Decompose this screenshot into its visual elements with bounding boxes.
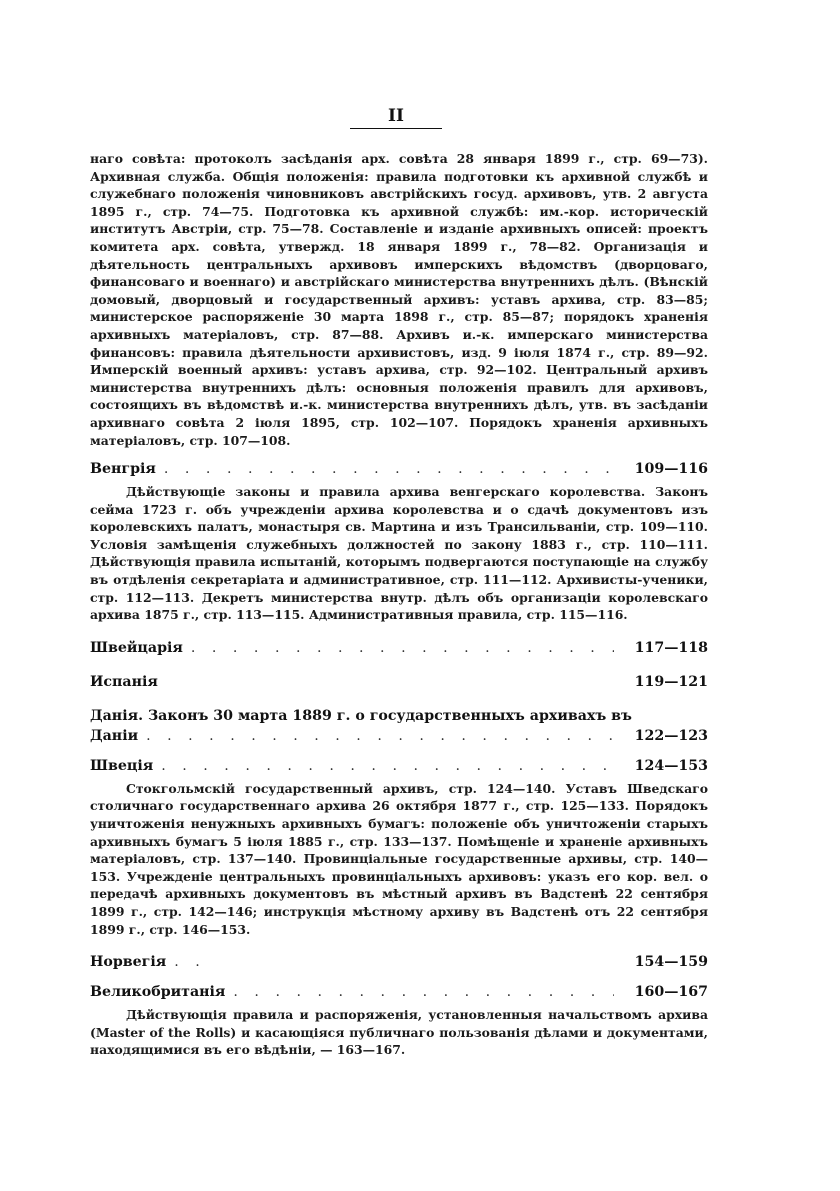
toc-entry-norway [90, 952, 708, 972]
toc-entry-denmark [90, 706, 708, 746]
toc-entry-switzerland [90, 638, 708, 658]
entry-title: Испанія [90, 673, 158, 690]
entry-pages: 119—121 [634, 673, 708, 690]
dot-leader [233, 982, 614, 1002]
entry-pages: 124—153 [634, 757, 708, 774]
dot-leader [164, 459, 614, 479]
entry-description-sweden: Стокгольмскій государственный архивъ, стр. 124—140. Уставъ Шведскаго столичнаго государственнаго архива 26 октября 1877 г., стр. 125—133. Порядокъ уничтоженія ненужныхъ архивныхъ бумагъ: положеніе объ уничтоженіи старыхъ архивныхъ бумагъ 5 іюля 1885 г., стр. 133—137. Помѣщеніе и храненіе архивныхъ матеріаловъ, стр. 137—140. Провинціальные государственные архивы, стр. 140—153. Учрежденіе центральныхъ провинціальныхъ архивовъ: указъ его кор. вел. о передачѣ архивныхъ документовъ въ мѣстный архивъ въ Вадстенѣ 22 сентября 1899 г., стр. 142—146; инструкція мѣстному архиву въ Вадстенѣ отъ 22 сентября 1899 г., стр. 146—153. [90, 780, 708, 937]
dot-leader [174, 952, 214, 972]
entry-title: Швейцарія [90, 639, 183, 656]
toc-entry-great-britain [90, 982, 708, 1002]
entry-title-line2: Даніи [90, 727, 139, 744]
entry-pages: 117—118 [634, 639, 708, 656]
entry-pages: 109—116 [634, 461, 708, 478]
entry-title: Великобританія [90, 984, 226, 1001]
entry-pages: 122—123 [634, 727, 708, 744]
entry-description-hungary: Дѣйствующіе законы и правила архива венгерскаго королевства. Законъ сейма 1723 г. объ учрежденіи архива королевства и о сдачѣ документовъ изъ королевскихъ палатъ, монастыря св. Мартина и изъ Трансильваніи, стр. 109—110. Условія замѣщенія служебныхъ должностей по закону 1883 г., стр. 110—111. Дѣйствующія правила испытаній, которымъ подвергаются поступающіе на службу въ отдѣленія секретаріата и административное, стр. 111—112. Архивисты-ученики, стр. 112—113. Декретъ министерства внутр. дѣлъ объ организаціи королевскаго архива 1875 г., стр. 113—115. Административныя правила, стр. 115—116. [90, 484, 708, 623]
entry-title: Венгрія [90, 461, 156, 478]
entry-pages: 154—159 [634, 954, 708, 971]
dot-leader [191, 638, 614, 658]
toc-entry-sweden [90, 756, 708, 776]
intro-paragraph: наго совѣта: протоколъ засѣданія арх. совѣта 28 января 1899 г., стр. 69—73). Архивная служба. Общія положенія: правила подготовки къ архивной службѣ и служебнаго положенія чиновниковъ австрійскихъ госуд. архивовъ, утв. 2 августа 1895 г., стр. 74—75. Подготовка къ архивной службѣ: им.-кор. историческій институтъ Австріи, стр. 75—78. Составленіе и изданіе архивныхъ описей: проектъ комитета арх. совѣта, утвержд. 18 января 1899 г., 78—82. Организація и дѣятельность центральныхъ архивовъ имперскихъ вѣдомствъ (дворцоваго, финансоваго и военнаго) и австрійскаго министерства внутреннихъ дѣлъ. (Вѣнскій домовый, дворцовый и государственный архивъ: уставъ архива, стр. 83—85; министерское распоряженіе 30 марта 1898 г., стр. 85—87; порядокъ храненія архивныхъ матеріаловъ, стр. 87—88. Архивъ и.-к. имперскаго министерства финансовъ: правила дѣятельности архивистовъ, изд. 9 іюля 1874 г., стр. 89—92. Имперскій военный архивъ: уставъ архива, стр. 92—102. Центральный архивъ министерства внутреннихъ дѣлъ: основныя положенія правилъ для архивовъ, состоящихъ въ вѣдомствѣ и.-к. министерства внутреннихъ дѣлъ, утв. въ засѣданіи архивнаго совѣта 2 іюля 1895, стр. 102—107. Порядокъ храненія архивныхъ матеріаловъ, стр. 107—108. [90, 151, 708, 448]
entry-description-great-britain: Дѣйствующія правила и распоряженія, установленныя начальствомъ архива (Master of the Rolls) и касающіяся публичнаго пользованія дѣлами и документами, находящимися въ его вѣдѣніи, — 163—167. [90, 1007, 708, 1058]
entry-title: Норвегія [90, 954, 167, 971]
page-number: II [388, 106, 404, 126]
entry-pages: 160—167 [634, 984, 708, 1001]
toc-content [90, 150, 708, 1059]
page-number-rule [350, 128, 442, 129]
dot-leader [161, 756, 614, 776]
dot-leader [146, 726, 614, 746]
entry-title: Швеція [90, 757, 154, 774]
toc-entry-spain [90, 672, 708, 692]
toc-entry-hungary [90, 459, 708, 479]
entry-title: Данія. Законъ 30 марта 1889 г. о государственныхъ архивахъ въ [90, 707, 632, 724]
